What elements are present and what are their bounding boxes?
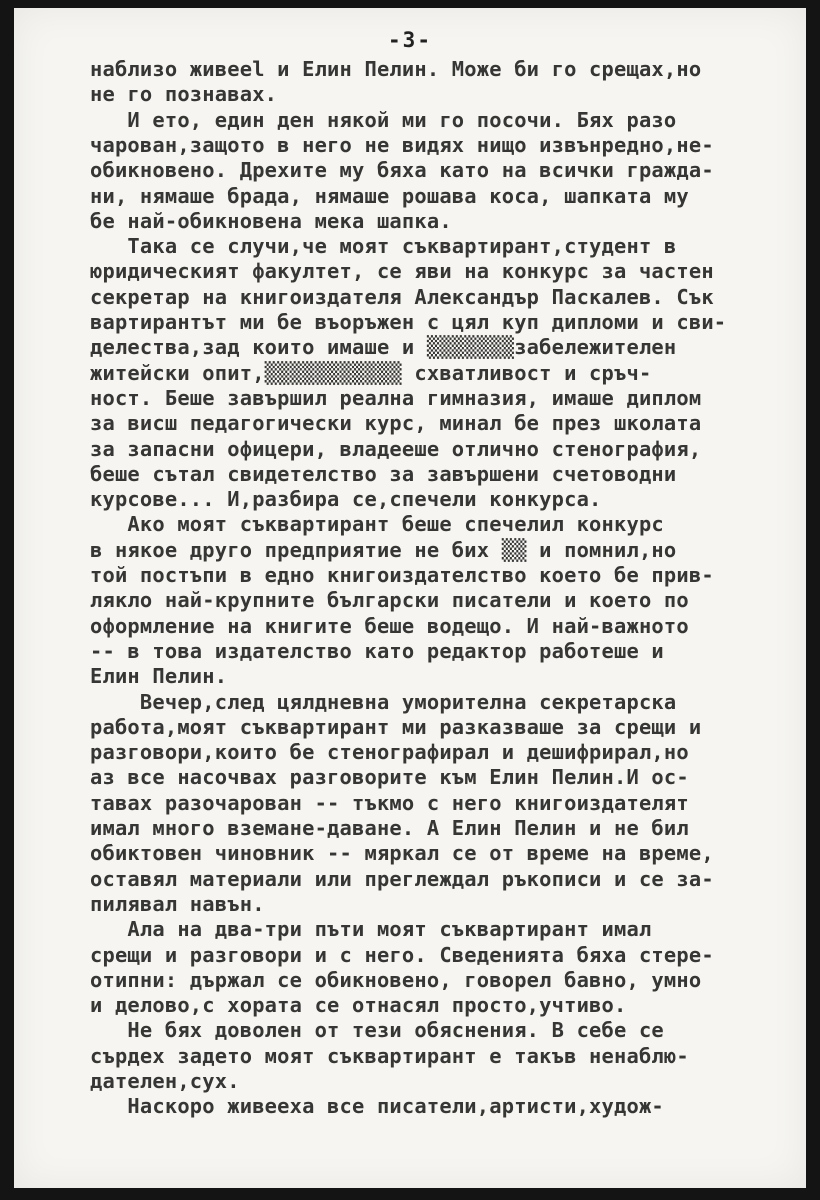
- text-line: имал много вземане-даване. А Елин Пелин и не бил: [90, 816, 689, 840]
- text-line: и делово,с хората се отнасял просто,учтиво.: [90, 993, 627, 1018]
- text-line: Вечер,след цялдневна уморителна секретарска: [90, 689, 677, 714]
- text-line: И ето, един ден някой ми го посочи. Бях разо: [90, 107, 677, 132]
- text-line: бе най-обикновена мека шапка.: [90, 208, 452, 233]
- text-line: сърдех задето моят съквартирант е такъв ненаблю-: [90, 1043, 689, 1068]
- page-number: -3-: [388, 28, 432, 52]
- text-line: Така се случи,че моят съквартирант,студент в: [90, 234, 677, 259]
- text-line: Ала на два-три пъти моят съквартирант имал: [90, 917, 652, 942]
- text-line: в някое друго предприятие не бих ▒▒ и помнил,но: [90, 537, 677, 562]
- text-line: срещи и разговори и с него. Сведенията бяха стере-: [90, 942, 714, 967]
- text-line: курсове... И,разбира се,спечели конкурса.: [90, 487, 602, 512]
- text-line: -- в това издателство като редактор работеше и: [90, 638, 664, 663]
- text-line: разговори,които бе стенографирал и дешифрирал,но: [90, 740, 689, 765]
- typewritten-page: [14, 8, 806, 1188]
- text-line: за висш педагогически курс, минал бе през школата: [90, 411, 702, 436]
- text-line: дателен,сух.: [90, 1069, 240, 1093]
- text-line: тавах разочарован -- тъкмо с него книгоиздателят: [90, 790, 689, 815]
- text-line: вартирантът ми бе въоръжен с цял куп дипломи и сви-: [90, 310, 727, 334]
- text-line: ност. Беше завършил реална гимназия, имаше диплом: [90, 385, 702, 410]
- text-line: лякло най-крупните български писатели и което по: [90, 588, 689, 613]
- text-line: Елин Пелин.: [90, 664, 228, 689]
- text-line: Не бях доволен от тези обяснения. В себе се: [90, 1018, 664, 1043]
- text-line: ни, нямаше брада, нямаше рошава коса, шапката му: [90, 183, 689, 208]
- text-line: чарован,защото в него не видях нищо извънредно,не-: [90, 132, 714, 157]
- text-line: Наскоро живееха все писатели,артисти,худож-: [90, 1094, 664, 1119]
- text-line: юридическият факултет, се яви на конкурс за частен: [90, 259, 714, 284]
- text-line: беше сътал свидетелство за завършени счетоводни: [90, 461, 677, 486]
- text-line: наблизо живееl и Елин Пелин. Може би го срещах,но: [90, 57, 702, 81]
- text-line: обикновено. Дрехите му бяха като на всички гражда-: [90, 158, 714, 183]
- text-line: делества,зад които имаше и ▒▒▒▒▒▒▒забележителен: [90, 335, 677, 360]
- text-line: обиктовен чиновник -- мяркал се от време на време,: [90, 841, 714, 866]
- text-line: оставял материали или преглеждал ръкописи и се за-: [90, 866, 714, 891]
- text-line: житейски опит,▒▒▒▒▒▒▒▒▒▒▒ схватливост и сръч-: [90, 360, 652, 385]
- text-line: аз все насочвах разговорите към Елин Пелин.И ос-: [90, 765, 689, 790]
- text-line: не го познавах.: [90, 82, 278, 107]
- text-line: за запасни офицери, владееше отлично стенография,: [90, 436, 702, 461]
- text-line: секретар на книгоиздателя Александър Паскалев. Сък: [90, 284, 714, 309]
- text-line: пилявал навън.: [90, 891, 265, 916]
- text-line: Ако моят съквартирант беше спечелил конкурс: [90, 512, 664, 537]
- text-line: той постъпи в едно книгоиздателство което бе прив-: [90, 563, 714, 587]
- text-line: отипни: държал се обикновено, говорел бавно, умно: [90, 967, 702, 992]
- text-line: работа,моят съквартирант ми разказваше за срещи и: [90, 714, 702, 739]
- text-line: оформление на книгите беше водещо. И най-важното: [90, 613, 689, 638]
